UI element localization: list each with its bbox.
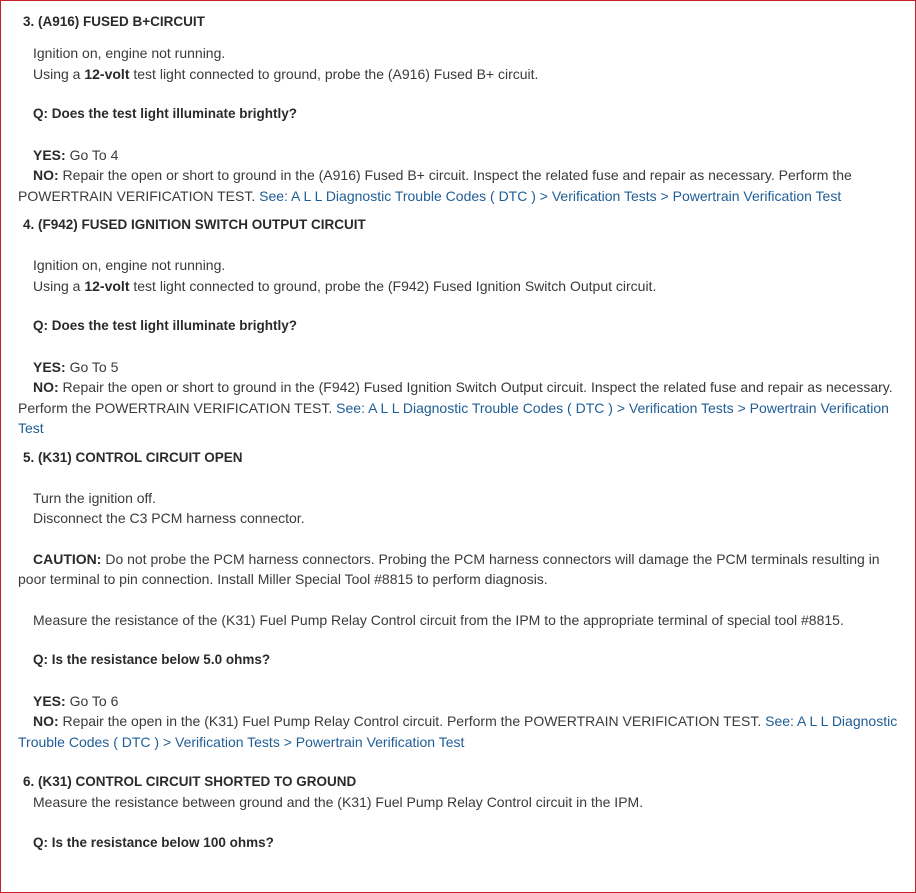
step-3-question: Q: Does the test light illuminate brightly? <box>33 106 298 121</box>
step-3-yes: YES: Go To 4 <box>33 146 119 163</box>
step-4-line2: Using a 12-volt test light connected to ground, probe the (F942) Fused Ignition Switch Output circuit. <box>33 277 657 294</box>
step-5-caution: CAUTION: Do not probe the PCM harness connectors. Probing the PCM harness connectors will damage the PCM terminals resulting in poor terminal to pin connection. Install Miller Special Tool #8815 to perform diagnosis. <box>18 550 880 587</box>
step-5-line1: Turn the ignition off. <box>33 489 156 506</box>
step-4-no: NO: Repair the open or short to ground in the (F942) Fused Ignition Switch Output circuit. Inspect the related fuse and repair as necessary. Perform the POWERTRAIN VERIFICATION TEST. See: A L L Diagnostic Trouble Codes ( DTC ) > Verification Tests > Powertrain Verification Test <box>18 379 893 436</box>
step-4-line1: Ignition on, engine not running. <box>33 257 226 273</box>
step-4-verification-link[interactable]: See: A L L Diagnostic Trouble Codes ( DTC ) > Verification Tests > Powertrain Verification Test <box>18 399 889 436</box>
step-3-verification-link[interactable]: See: A L L Diagnostic Trouble Codes ( DTC ) > Verification Tests > Powertrain Verification Test <box>259 187 842 204</box>
step-4-yes: YES: Go To 5 <box>33 358 119 375</box>
step-3-title: 3. (A916) FUSED B+CIRCUIT <box>23 14 205 29</box>
step-5-yes: YES: Go To 6 <box>33 692 119 709</box>
step-4-question: Q: Does the test light illuminate brightly? <box>33 318 298 333</box>
step-5-verification-link[interactable]: See: A L L Diagnostic Trouble Codes ( DTC ) > Verification Tests > Powertrain Verification Test <box>18 713 898 750</box>
step-5-line2: Disconnect the C3 PCM harness connector. <box>33 510 305 526</box>
document-content <box>18 1 908 853</box>
step-3-no: NO: Repair the open or short to ground in the (A916) Fused B+ circuit. Inspect the related fuse and repair as necessary. Perform the POWERTRAIN VERIFICATION TEST. See: A L L Diagnostic Trouble Codes ( DTC ) > Verification Tests > Powertrain Verification Test <box>18 167 852 204</box>
step-6-line1: Measure the resistance between ground and the (K31) Fuel Pump Relay Control circuit in the IPM. <box>33 794 644 810</box>
step-4-title: 4. (F942) FUSED IGNITION SWITCH OUTPUT CIRCUIT <box>23 217 366 232</box>
step-6-title: 6. (K31) CONTROL CIRCUIT SHORTED TO GROUND <box>23 774 357 789</box>
step-3-line1: Ignition on, engine not running. <box>33 45 226 61</box>
step-5-measure: Measure the resistance of the (K31) Fuel Pump Relay Control circuit from the IPM to the appropriate terminal of special tool #8815. <box>33 611 844 628</box>
step-5-no: NO: Repair the open in the (K31) Fuel Pump Relay Control circuit. Perform the POWERTRAIN VERIFICATION TEST. See: A L L Diagnostic Trouble Codes ( DTC ) > Verification Tests > Powertrain Verification Test <box>18 713 898 750</box>
step-5-question: Q: Is the resistance below 5.0 ohms? <box>33 652 271 667</box>
step-5-title: 5. (K31) CONTROL CIRCUIT OPEN <box>23 449 243 465</box>
step-6-question: Q: Is the resistance below 100 ohms? <box>33 834 274 850</box>
step-3-line2: Using a 12-volt test light connected to ground, probe the (A916) Fused B+ circuit. <box>33 65 539 82</box>
